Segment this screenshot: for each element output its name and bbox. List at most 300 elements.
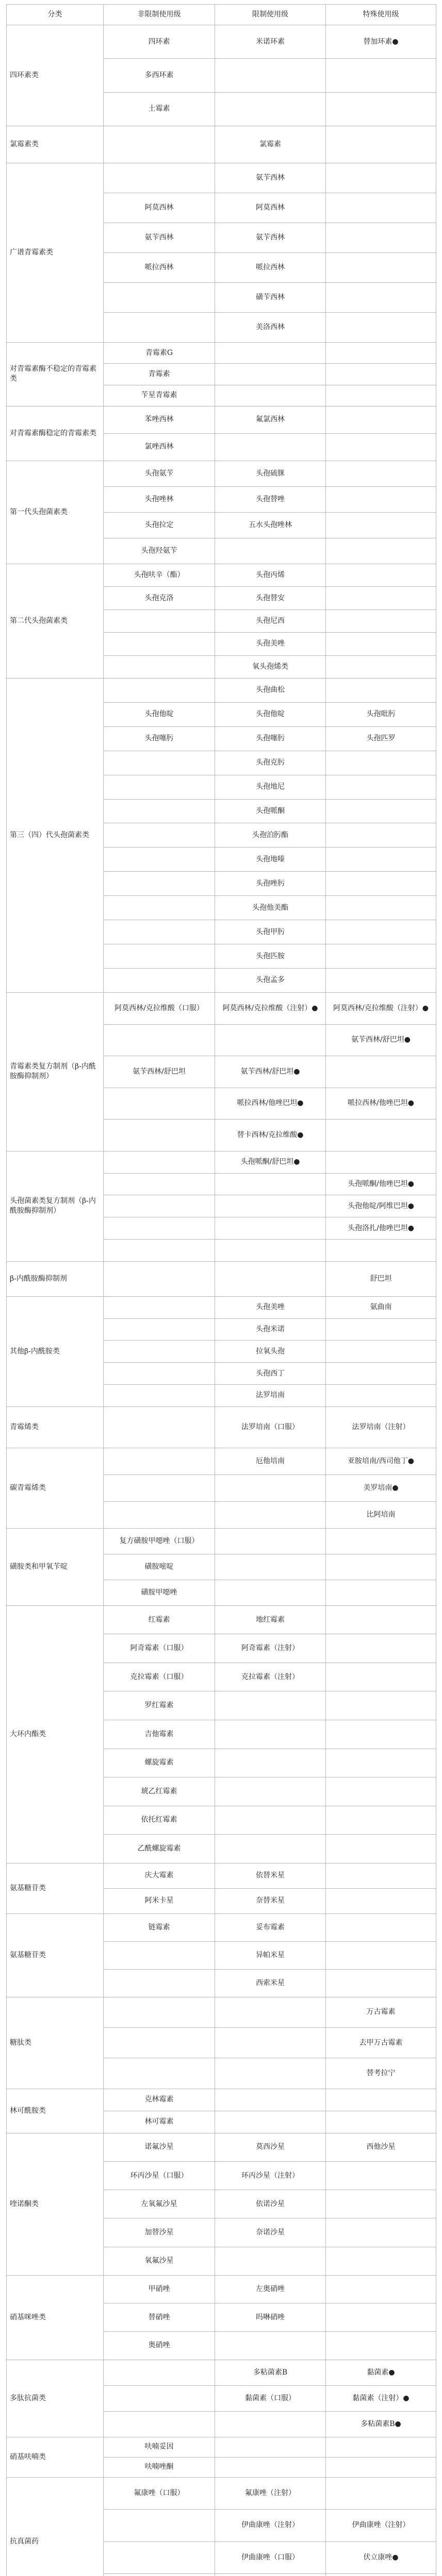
unrestricted-drug-cell: 头孢唑林 xyxy=(104,486,215,512)
restricted-drug-cell: 头孢噻肟 xyxy=(215,726,326,751)
unrestricted-drug-cell: 头孢克洛 xyxy=(104,587,215,609)
special-drug-cell xyxy=(326,1120,436,1151)
category-cell: 磺胺类和甲氧苄啶 xyxy=(7,1528,104,1605)
unrestricted-drug-cell: 罗红霉素 xyxy=(104,1691,215,1720)
unrestricted-drug-cell: 头孢拉定 xyxy=(104,512,215,538)
restricted-drug-cell xyxy=(215,2089,326,2111)
special-drug-cell: 哌拉西林/他唑巴坦● xyxy=(326,1088,436,1120)
restricted-drug-cell: 氨苄西林 xyxy=(215,163,326,193)
unrestricted-drug-cell: 青霉素 xyxy=(104,364,215,385)
restricted-drug-cell: 氨苄西林/舒巴坦● xyxy=(215,1056,326,1088)
unrestricted-drug-cell xyxy=(104,282,215,312)
unrestricted-drug-cell xyxy=(104,2574,215,2576)
special-drug-cell xyxy=(326,872,436,896)
special-drug-cell: 西他沙星 xyxy=(326,2133,436,2161)
special-drug-cell xyxy=(326,564,436,586)
unrestricted-drug-cell: 头孢他啶 xyxy=(104,702,215,726)
restricted-drug-cell xyxy=(215,1580,326,1605)
category-cell: 第二代头孢菌素类 xyxy=(7,564,104,678)
unrestricted-drug-cell xyxy=(104,1318,215,1341)
special-drug-cell xyxy=(326,59,436,92)
unrestricted-drug-cell xyxy=(104,799,215,823)
special-drug-cell xyxy=(326,193,436,223)
unrestricted-drug-cell: 青霉素G xyxy=(104,342,215,363)
special-drug-cell xyxy=(326,2332,436,2360)
special-drug-cell xyxy=(326,1363,436,1385)
restricted-drug-cell: 头孢替安 xyxy=(215,587,326,609)
restricted-drug-cell: 多粘菌素B xyxy=(215,2360,326,2385)
special-drug-cell xyxy=(326,2161,436,2190)
unrestricted-drug-cell xyxy=(104,1448,215,1475)
restricted-drug-cell: 奈替米星 xyxy=(215,1888,326,1913)
special-drug-cell xyxy=(326,1056,436,1088)
restricted-drug-cell: 头孢西丁 xyxy=(215,1363,326,1385)
table-row xyxy=(7,163,436,193)
header-category: 分类 xyxy=(7,5,104,25)
unrestricted-drug-cell: 吉他霉素 xyxy=(104,1720,215,1749)
restricted-drug-cell xyxy=(215,1691,326,1720)
restricted-drug-cell: 头孢尼西 xyxy=(215,609,326,632)
unrestricted-drug-cell xyxy=(104,1173,215,1195)
unrestricted-drug-cell: 土霉素 xyxy=(104,92,215,126)
category-cell: 四环素类 xyxy=(7,25,104,126)
special-drug-cell: 头孢吡肟 xyxy=(326,702,436,726)
category-cell: 青霉烯类 xyxy=(7,1406,104,1448)
restricted-drug-cell: 莫西沙星 xyxy=(215,2133,326,2161)
restricted-drug-cell xyxy=(215,1997,326,2027)
special-drug-cell xyxy=(326,848,436,872)
unrestricted-drug-cell: 头孢噻肟 xyxy=(104,726,215,751)
special-drug-cell xyxy=(326,655,436,678)
special-drug-cell xyxy=(326,1663,436,1691)
restricted-drug-cell: 哌拉西林 xyxy=(215,252,326,282)
unrestricted-drug-cell: 克拉霉素（口服） xyxy=(104,1663,215,1691)
restricted-drug-cell: 妥布霉素 xyxy=(215,1913,326,1941)
table-row xyxy=(7,1448,436,1475)
restricted-drug-cell xyxy=(215,1777,326,1806)
special-drug-cell xyxy=(326,1341,436,1363)
unrestricted-drug-cell xyxy=(104,633,215,655)
restricted-drug-cell xyxy=(215,538,326,564)
special-drug-cell xyxy=(326,920,436,944)
unrestricted-drug-cell xyxy=(104,823,215,848)
special-drug-cell xyxy=(326,1318,436,1341)
unrestricted-drug-cell xyxy=(104,1261,215,1296)
restricted-drug-cell xyxy=(215,1195,326,1217)
unrestricted-drug-cell xyxy=(104,2028,215,2058)
table-row xyxy=(7,406,436,433)
unrestricted-drug-cell xyxy=(104,1195,215,1217)
unrestricted-drug-cell xyxy=(104,2411,215,2437)
special-drug-cell xyxy=(326,587,436,609)
restricted-drug-cell xyxy=(215,1217,326,1240)
unrestricted-drug-cell xyxy=(104,751,215,775)
unrestricted-drug-cell: 氧氟沙星 xyxy=(104,2247,215,2275)
restricted-drug-cell xyxy=(215,2457,326,2477)
restricted-drug-cell: 头孢甲肟 xyxy=(215,920,326,944)
restricted-drug-cell: 头孢克肟 xyxy=(215,751,326,775)
unrestricted-drug-cell xyxy=(104,678,215,702)
special-drug-cell xyxy=(326,1385,436,1407)
unrestricted-drug-cell xyxy=(104,2385,215,2411)
table-row xyxy=(7,1863,436,1888)
restricted-drug-cell: 黏菌素（口服） xyxy=(215,2385,326,2411)
unrestricted-drug-cell xyxy=(104,1941,215,1969)
restricted-drug-cell: 头孢丙烯 xyxy=(215,564,326,586)
restricted-drug-cell: 磺苄西林 xyxy=(215,282,326,312)
special-drug-cell xyxy=(326,2437,436,2457)
restricted-drug-cell xyxy=(215,1720,326,1749)
unrestricted-drug-cell: 诺氟沙星 xyxy=(104,2133,215,2161)
unrestricted-drug-cell xyxy=(104,848,215,872)
special-drug-cell: 氨苄西林/舒巴坦● xyxy=(326,1024,436,1056)
restricted-drug-cell xyxy=(215,1806,326,1835)
restricted-drug-cell: 西索米星 xyxy=(215,1969,326,1997)
special-drug-cell xyxy=(326,252,436,282)
category-cell: 对青霉素酶稳定的青霉素类 xyxy=(7,406,104,461)
table-row xyxy=(7,2360,436,2385)
restricted-drug-cell: 头孢唑肟 xyxy=(215,872,326,896)
special-drug-cell xyxy=(326,2089,436,2111)
special-drug-cell xyxy=(326,968,436,992)
table-row xyxy=(7,992,436,1024)
restricted-drug-cell: 头孢硫脒 xyxy=(215,461,326,486)
special-drug-cell xyxy=(326,944,436,969)
restricted-drug-cell: 氯霉素 xyxy=(215,126,326,163)
unrestricted-drug-cell xyxy=(104,1120,215,1151)
restricted-drug-cell: 美洛西林 xyxy=(215,312,326,342)
unrestricted-drug-cell xyxy=(104,312,215,342)
special-drug-cell: 黏菌素● xyxy=(326,2360,436,2385)
restricted-drug-cell xyxy=(215,2437,326,2457)
table-row xyxy=(7,678,436,702)
unrestricted-drug-cell xyxy=(104,655,215,678)
restricted-drug-cell: 伊曲康唑（注射） xyxy=(215,2510,326,2542)
special-drug-cell: 比阿培南 xyxy=(326,1501,436,1528)
special-drug-cell xyxy=(326,433,436,461)
restricted-drug-cell: 法罗培南（口服） xyxy=(215,1406,326,1448)
category-cell: 广谱青霉素类 xyxy=(7,163,104,342)
special-drug-cell xyxy=(326,1528,436,1554)
unrestricted-drug-cell xyxy=(104,1341,215,1363)
restricted-drug-cell: 氟氯西林 xyxy=(215,406,326,433)
restricted-drug-cell: 头孢曲松 xyxy=(215,678,326,702)
unrestricted-drug-cell: 头孢羟氨苄 xyxy=(104,538,215,564)
unrestricted-drug-cell: 奥硝唑 xyxy=(104,2332,215,2360)
special-drug-cell: 多粘菌素B● xyxy=(326,2411,436,2437)
restricted-drug-cell xyxy=(215,1024,326,1056)
special-drug-cell xyxy=(326,1777,436,1806)
restricted-drug-cell: 左奥硝唑 xyxy=(215,2275,326,2303)
table-row xyxy=(7,25,436,59)
special-drug-cell xyxy=(326,538,436,564)
special-drug-cell xyxy=(326,126,436,163)
special-drug-cell xyxy=(326,406,436,433)
special-drug-cell xyxy=(326,2218,436,2247)
special-drug-cell xyxy=(326,2477,436,2510)
unrestricted-drug-cell: 阿奇霉素（口服） xyxy=(104,1634,215,1663)
restricted-drug-cell xyxy=(215,1475,326,1501)
unrestricted-drug-cell xyxy=(104,1501,215,1528)
restricted-drug-cell xyxy=(215,364,326,385)
unrestricted-drug-cell: 克林霉素 xyxy=(104,2089,215,2111)
restricted-drug-cell: 伊曲康唑（口服） xyxy=(215,2541,326,2574)
table-row xyxy=(7,1605,436,1634)
special-drug-cell: 头孢洛扎/他唑巴坦● xyxy=(326,1217,436,1240)
restricted-drug-cell: 头孢他美酯 xyxy=(215,896,326,920)
unrestricted-drug-cell: 乙酰螺旋霉素 xyxy=(104,1835,215,1863)
restricted-drug-cell: 氧头孢烯类 xyxy=(215,655,326,678)
special-drug-cell xyxy=(326,2574,436,2576)
unrestricted-drug-cell: 红霉素 xyxy=(104,1605,215,1634)
special-drug-cell xyxy=(326,2303,436,2332)
unrestricted-drug-cell xyxy=(104,944,215,969)
unrestricted-drug-cell xyxy=(104,2541,215,2574)
special-drug-cell xyxy=(326,1580,436,1605)
restricted-drug-cell: 法罗培南 xyxy=(215,1385,326,1407)
special-drug-cell: 头孢他啶/阿维巴坦● xyxy=(326,1195,436,1217)
unrestricted-drug-cell: 螺旋霉素 xyxy=(104,1749,215,1777)
special-drug-cell: 头孢哌酮/他唑巴坦● xyxy=(326,1173,436,1195)
special-drug-cell: 去甲万古霉素 xyxy=(326,2028,436,2058)
restricted-drug-cell xyxy=(215,433,326,461)
restricted-drug-cell: 哌拉西林/他唑巴坦● xyxy=(215,1088,326,1120)
category-cell: β-内酰胺酶抑制剂 xyxy=(7,1261,104,1296)
category-cell: 硝基呋喃类 xyxy=(7,2437,104,2477)
unrestricted-drug-cell xyxy=(104,1024,215,1056)
table-row xyxy=(7,1296,436,1318)
restricted-drug-cell: 头孢替唑 xyxy=(215,486,326,512)
unrestricted-drug-cell: 氨苄西林/舒巴坦 xyxy=(104,1056,215,1088)
unrestricted-drug-cell xyxy=(104,1217,215,1240)
unrestricted-drug-cell: 复方磺胺甲噁唑（口服） xyxy=(104,1528,215,1554)
special-drug-cell: 阿莫西林/克拉维酸（注射）● xyxy=(326,992,436,1024)
unrestricted-drug-cell: 加替沙星 xyxy=(104,2218,215,2247)
restricted-drug-cell xyxy=(215,385,326,406)
special-drug-cell xyxy=(326,92,436,126)
unrestricted-drug-cell: 氟康唑（口服） xyxy=(104,2477,215,2510)
special-drug-cell xyxy=(326,1806,436,1835)
restricted-drug-cell xyxy=(215,2247,326,2275)
special-drug-cell xyxy=(326,461,436,486)
restricted-drug-cell xyxy=(215,59,326,92)
unrestricted-drug-cell: 苯唑西林 xyxy=(104,406,215,433)
header-restricted: 限制使用级 xyxy=(215,5,326,25)
special-drug-cell: 舒巴坦 xyxy=(326,1261,436,1296)
table-row xyxy=(7,2089,436,2111)
special-drug-cell xyxy=(326,1720,436,1749)
table-row xyxy=(7,1913,436,1941)
restricted-drug-cell: 氟康唑（注射） xyxy=(215,2477,326,2510)
restricted-drug-cell: 奈诺沙星 xyxy=(215,2218,326,2247)
unrestricted-drug-cell: 琥乙红霉素 xyxy=(104,1777,215,1806)
special-drug-cell: 亚胺培南/西司他丁● xyxy=(326,1448,436,1475)
unrestricted-drug-cell xyxy=(104,2510,215,2542)
special-drug-cell xyxy=(326,1863,436,1888)
special-drug-cell: 黏菌素（注射）● xyxy=(326,2385,436,2411)
category-cell: 大环内酯类 xyxy=(7,1605,104,1863)
restricted-drug-cell: 克拉霉素（注射） xyxy=(215,1663,326,1691)
special-drug-cell xyxy=(326,1835,436,1863)
special-drug-cell xyxy=(326,1749,436,1777)
category-cell: 多肽抗菌类 xyxy=(7,2360,104,2437)
special-drug-cell xyxy=(326,896,436,920)
restricted-drug-cell: 头孢地尼 xyxy=(215,775,326,799)
restricted-drug-cell: 头孢孟多 xyxy=(215,968,326,992)
unrestricted-drug-cell xyxy=(104,896,215,920)
special-drug-cell xyxy=(326,342,436,363)
special-drug-cell xyxy=(326,751,436,775)
special-drug-cell xyxy=(326,1151,436,1173)
restricted-drug-cell: 米诺环素 xyxy=(215,25,326,59)
special-drug-cell xyxy=(326,1913,436,1941)
special-drug-cell xyxy=(326,633,436,655)
special-drug-cell xyxy=(326,1969,436,1997)
special-drug-cell xyxy=(326,486,436,512)
special-drug-cell: 替考拉宁 xyxy=(326,2058,436,2089)
restricted-drug-cell xyxy=(215,1528,326,1554)
special-drug-cell: 美罗培南● xyxy=(326,1475,436,1501)
unrestricted-drug-cell xyxy=(104,126,215,163)
unrestricted-drug-cell xyxy=(104,1363,215,1385)
restricted-drug-cell: 拉氧头孢 xyxy=(215,1341,326,1363)
unrestricted-drug-cell: 阿莫西林/克拉维酸（口服） xyxy=(104,992,215,1024)
special-drug-cell: 替加环素● xyxy=(326,25,436,59)
restricted-drug-cell xyxy=(215,2058,326,2089)
unrestricted-drug-cell xyxy=(104,163,215,193)
table-body xyxy=(7,25,436,2576)
special-drug-cell xyxy=(326,775,436,799)
restricted-drug-cell: 头孢美唑 xyxy=(215,633,326,655)
restricted-drug-cell xyxy=(215,1501,326,1528)
category-cell: 碳青霉烯类 xyxy=(7,1448,104,1528)
table-row xyxy=(7,1406,436,1448)
special-drug-cell xyxy=(326,1691,436,1720)
restricted-drug-cell: 头孢美唑 xyxy=(215,1296,326,1318)
table-row xyxy=(7,342,436,363)
unrestricted-drug-cell: 替硝唑 xyxy=(104,2303,215,2332)
restricted-drug-cell: 阿莫西林 xyxy=(215,193,326,223)
restricted-drug-cell xyxy=(215,92,326,126)
restricted-drug-cell: 异帕米星 xyxy=(215,1941,326,1969)
special-drug-cell xyxy=(326,823,436,848)
unrestricted-drug-cell: 阿莫西林 xyxy=(104,193,215,223)
restricted-drug-cell xyxy=(215,1554,326,1580)
special-drug-cell: 氨曲南 xyxy=(326,1296,436,1318)
special-drug-cell xyxy=(326,1554,436,1580)
special-drug-cell xyxy=(326,1240,436,1262)
special-drug-cell xyxy=(326,364,436,385)
restricted-drug-cell: 头孢匹胺 xyxy=(215,944,326,969)
restricted-drug-cell: 头孢泊肟酯 xyxy=(215,823,326,848)
special-drug-cell: 伊曲康唑（注射） xyxy=(326,2510,436,2542)
category-cell: 其他β-内酰胺类 xyxy=(7,1296,104,1406)
special-drug-cell xyxy=(326,678,436,702)
restricted-drug-cell: 头孢哌酮/舒巴坦● xyxy=(215,1151,326,1173)
special-drug-cell xyxy=(326,2457,436,2477)
restricted-drug-cell: 依替米星 xyxy=(215,1863,326,1888)
special-drug-cell: 法罗培南（注射） xyxy=(326,1406,436,1448)
unrestricted-drug-cell: 氨苄西林 xyxy=(104,223,215,252)
restricted-drug-cell xyxy=(215,2332,326,2360)
unrestricted-drug-cell xyxy=(104,1088,215,1120)
table-row xyxy=(7,564,436,586)
unrestricted-drug-cell xyxy=(104,1475,215,1501)
antibiotic-classification-table xyxy=(6,4,436,2576)
unrestricted-drug-cell xyxy=(104,775,215,799)
restricted-drug-cell xyxy=(215,2411,326,2437)
special-drug-cell xyxy=(326,223,436,252)
restricted-drug-cell: 替卡西林/克拉维酸● xyxy=(215,1120,326,1151)
special-drug-cell xyxy=(326,2275,436,2303)
unrestricted-drug-cell xyxy=(104,609,215,632)
category-cell: 氨基糖苷类 xyxy=(7,1913,104,1997)
unrestricted-drug-cell: 阿米卡星 xyxy=(104,1888,215,1913)
unrestricted-drug-cell: 头孢呋辛（酯） xyxy=(104,564,215,586)
unrestricted-drug-cell: 多西环素 xyxy=(104,59,215,92)
unrestricted-drug-cell xyxy=(104,1296,215,1318)
restricted-drug-cell xyxy=(215,1261,326,1296)
special-drug-cell xyxy=(326,799,436,823)
unrestricted-drug-cell: 依托红霉素 xyxy=(104,1806,215,1835)
special-drug-cell xyxy=(326,2111,436,2133)
unrestricted-drug-cell: 庆大霉素 xyxy=(104,1863,215,1888)
unrestricted-drug-cell: 磺胺嘧啶 xyxy=(104,1554,215,1580)
restricted-drug-cell xyxy=(215,1173,326,1195)
unrestricted-drug-cell: 呋喃唑酮 xyxy=(104,2457,215,2477)
unrestricted-drug-cell xyxy=(104,2360,215,2385)
category-cell: 糖肽类 xyxy=(7,1997,104,2089)
unrestricted-drug-cell: 环丙沙星（口服） xyxy=(104,2161,215,2190)
category-cell: 青霉素类复方制剂（β-内酰胺酶抑制剂） xyxy=(7,992,104,1151)
restricted-drug-cell: 依诺沙星 xyxy=(215,2190,326,2218)
special-drug-cell xyxy=(326,312,436,342)
header-unrestricted: 非限制使用级 xyxy=(104,5,215,25)
category-cell: 抗真菌药 xyxy=(7,2477,104,2576)
unrestricted-drug-cell: 磺胺甲噁唑 xyxy=(104,1580,215,1605)
unrestricted-drug-cell: 氯唑西林 xyxy=(104,433,215,461)
special-drug-cell: 伏立康唑● xyxy=(326,2541,436,2574)
unrestricted-drug-cell: 苄星青霉素 xyxy=(104,385,215,406)
category-cell: 喹诺酮类 xyxy=(7,2133,104,2275)
unrestricted-drug-cell xyxy=(104,1151,215,1173)
category-cell: 第三（四）代头孢菌素类 xyxy=(7,678,104,992)
unrestricted-drug-cell xyxy=(104,1969,215,1997)
special-drug-cell xyxy=(326,1941,436,1969)
category-cell: 林可酰胺类 xyxy=(7,2089,104,2133)
unrestricted-drug-cell xyxy=(104,968,215,992)
unrestricted-drug-cell xyxy=(104,1406,215,1448)
special-drug-cell: 头孢匹罗 xyxy=(326,726,436,751)
restricted-drug-cell: 阿莫西林/克拉维酸（注射）● xyxy=(215,992,326,1024)
restricted-drug-cell: 环丙沙星（注射） xyxy=(215,2161,326,2190)
category-cell: 对青霉素酶不稳定的青霉素类 xyxy=(7,342,104,406)
unrestricted-drug-cell xyxy=(104,872,215,896)
restricted-drug-cell xyxy=(215,1835,326,1863)
restricted-drug-cell xyxy=(215,342,326,363)
special-drug-cell xyxy=(326,163,436,193)
category-cell: 头孢菌素类复方制剂（β-内酰胺酶抑制剂） xyxy=(7,1151,104,1261)
restricted-drug-cell xyxy=(215,2028,326,2058)
category-cell: 氨基糖苷类 xyxy=(7,1863,104,1913)
unrestricted-drug-cell xyxy=(104,1385,215,1407)
unrestricted-drug-cell xyxy=(104,920,215,944)
category-cell: 第一代头孢菌素类 xyxy=(7,461,104,564)
unrestricted-drug-cell: 四环素 xyxy=(104,25,215,59)
special-drug-cell xyxy=(326,2190,436,2218)
restricted-drug-cell: 头孢米诺 xyxy=(215,1318,326,1341)
restricted-drug-cell: 头孢地嗪 xyxy=(215,848,326,872)
